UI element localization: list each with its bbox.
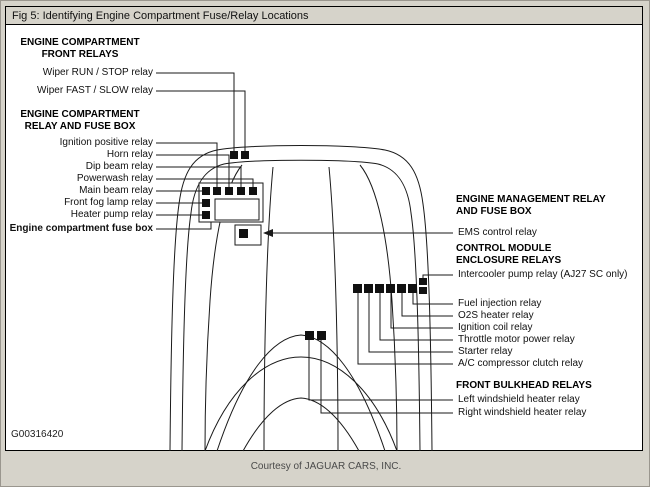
- label-horn: Horn relay: [106, 149, 153, 160]
- leader-horn: [156, 155, 229, 187]
- intercooler-pump-relay-square-lower: [419, 287, 427, 294]
- front-relays-heading-line1: ENGINE COMPARTMENT: [20, 37, 140, 48]
- control-module-heading-line1: CONTROL MODULE: [456, 243, 552, 254]
- leader-fuel-injection: [413, 293, 453, 304]
- intercooler-pump-relay-square-upper: [419, 278, 427, 285]
- label-intercooler: Intercooler pump relay (AJ27 SC only): [458, 269, 628, 280]
- label-ignition-coil: Ignition coil relay: [458, 322, 533, 333]
- leader-lines: [156, 73, 453, 413]
- main-beam-relay-square: [202, 187, 210, 195]
- heater-pump-relay-square: [202, 211, 210, 219]
- front-bulkhead-heading: FRONT BULKHEAD RELAYS: [456, 380, 592, 391]
- horn-relay-square: [225, 187, 233, 195]
- label-wiper-run-stop: Wiper RUN / STOP relay: [42, 67, 153, 78]
- label-starter: Starter relay: [458, 346, 513, 357]
- label-ac-compressor: A/C compressor clutch relay: [458, 358, 584, 369]
- label-left-windshield: Left windshield heater relay: [458, 394, 580, 405]
- leader-intercooler: [423, 275, 453, 278]
- label-heater-pump: Heater pump relay: [70, 209, 153, 220]
- starter-relay-square: [364, 284, 373, 293]
- windshield-curve: [243, 398, 359, 451]
- figure-id: G00316420: [11, 429, 64, 440]
- dip-beam-relay-square: [237, 187, 245, 195]
- left-windshield-heater-relay-square: [305, 331, 314, 340]
- label-dip-beam: Dip beam relay: [85, 161, 153, 172]
- wiper-run-stop-relay-square: [230, 151, 238, 159]
- throttle-motor-power-relay-square: [375, 284, 384, 293]
- right-windshield-heater-relay-square: [317, 331, 326, 340]
- leader-ignition-positive: [156, 143, 217, 187]
- label-fuse-box: Engine compartment fuse box: [9, 223, 153, 234]
- label-o2s-heater: O2S heater relay: [458, 310, 534, 321]
- cowl-inner: [217, 335, 385, 451]
- control-module-heading-line2: ENCLOSURE RELAYS: [456, 255, 562, 266]
- relay-fuse-box-heading-line1: ENGINE COMPARTMENT: [20, 109, 140, 120]
- label-front-fog-lamp: Front fog lamp relay: [64, 197, 153, 208]
- front-relays-heading-line2: FRONT RELAYS: [41, 49, 119, 60]
- label-ignition-positive: Ignition positive relay: [59, 137, 153, 148]
- o2s-heater-relay-square: [397, 284, 406, 293]
- engine-management-heading-line1: ENGINE MANAGEMENT RELAY: [456, 194, 606, 205]
- powerwash-relay-square: [249, 187, 257, 195]
- ac-compressor-clutch-relay-square: [353, 284, 362, 293]
- leader-wiper-fast-slow: [156, 91, 245, 151]
- courtesy-note: Courtesy of JAGUAR CARS, INC.: [250, 461, 402, 472]
- front-fog-lamp-relay-square: [202, 199, 210, 207]
- ignition-coil-relay-square: [386, 284, 395, 293]
- engine-management-heading-line2: AND FUSE BOX: [456, 206, 532, 217]
- label-powerwash: Powerwash relay: [76, 173, 153, 184]
- ignition-positive-relay-square: [213, 187, 221, 195]
- leader-ignition-coil: [391, 293, 453, 328]
- hood-center-right: [329, 167, 338, 451]
- fuel-injection-relay-square: [408, 284, 417, 293]
- leader-wiper-run-stop: [156, 73, 234, 151]
- leader-right-windshield: [321, 340, 453, 413]
- relay-fuse-box-heading-line2: RELAY AND FUSE BOX: [24, 121, 136, 132]
- label-right-windshield: Right windshield heater relay: [458, 407, 587, 418]
- wiper-fast-slow-relay-square: [241, 151, 249, 159]
- cowl-outer: [205, 357, 397, 451]
- ems-control-relay-square: [239, 229, 248, 238]
- label-main-beam: Main beam relay: [79, 185, 153, 196]
- leader-fuse-box: [156, 222, 211, 229]
- label-ems-control: EMS control relay: [458, 227, 537, 238]
- label-fuel-injection: Fuel injection relay: [458, 298, 542, 309]
- label-wiper-fast-slow: Wiper FAST / SLOW relay: [37, 85, 153, 96]
- leader-starter: [369, 293, 453, 352]
- figure-title: Fig 5: Identifying Engine Compartment Fuse/Relay Locations: [12, 10, 309, 22]
- label-throttle-motor: Throttle motor power relay: [458, 334, 575, 345]
- hood-center-left: [264, 167, 273, 451]
